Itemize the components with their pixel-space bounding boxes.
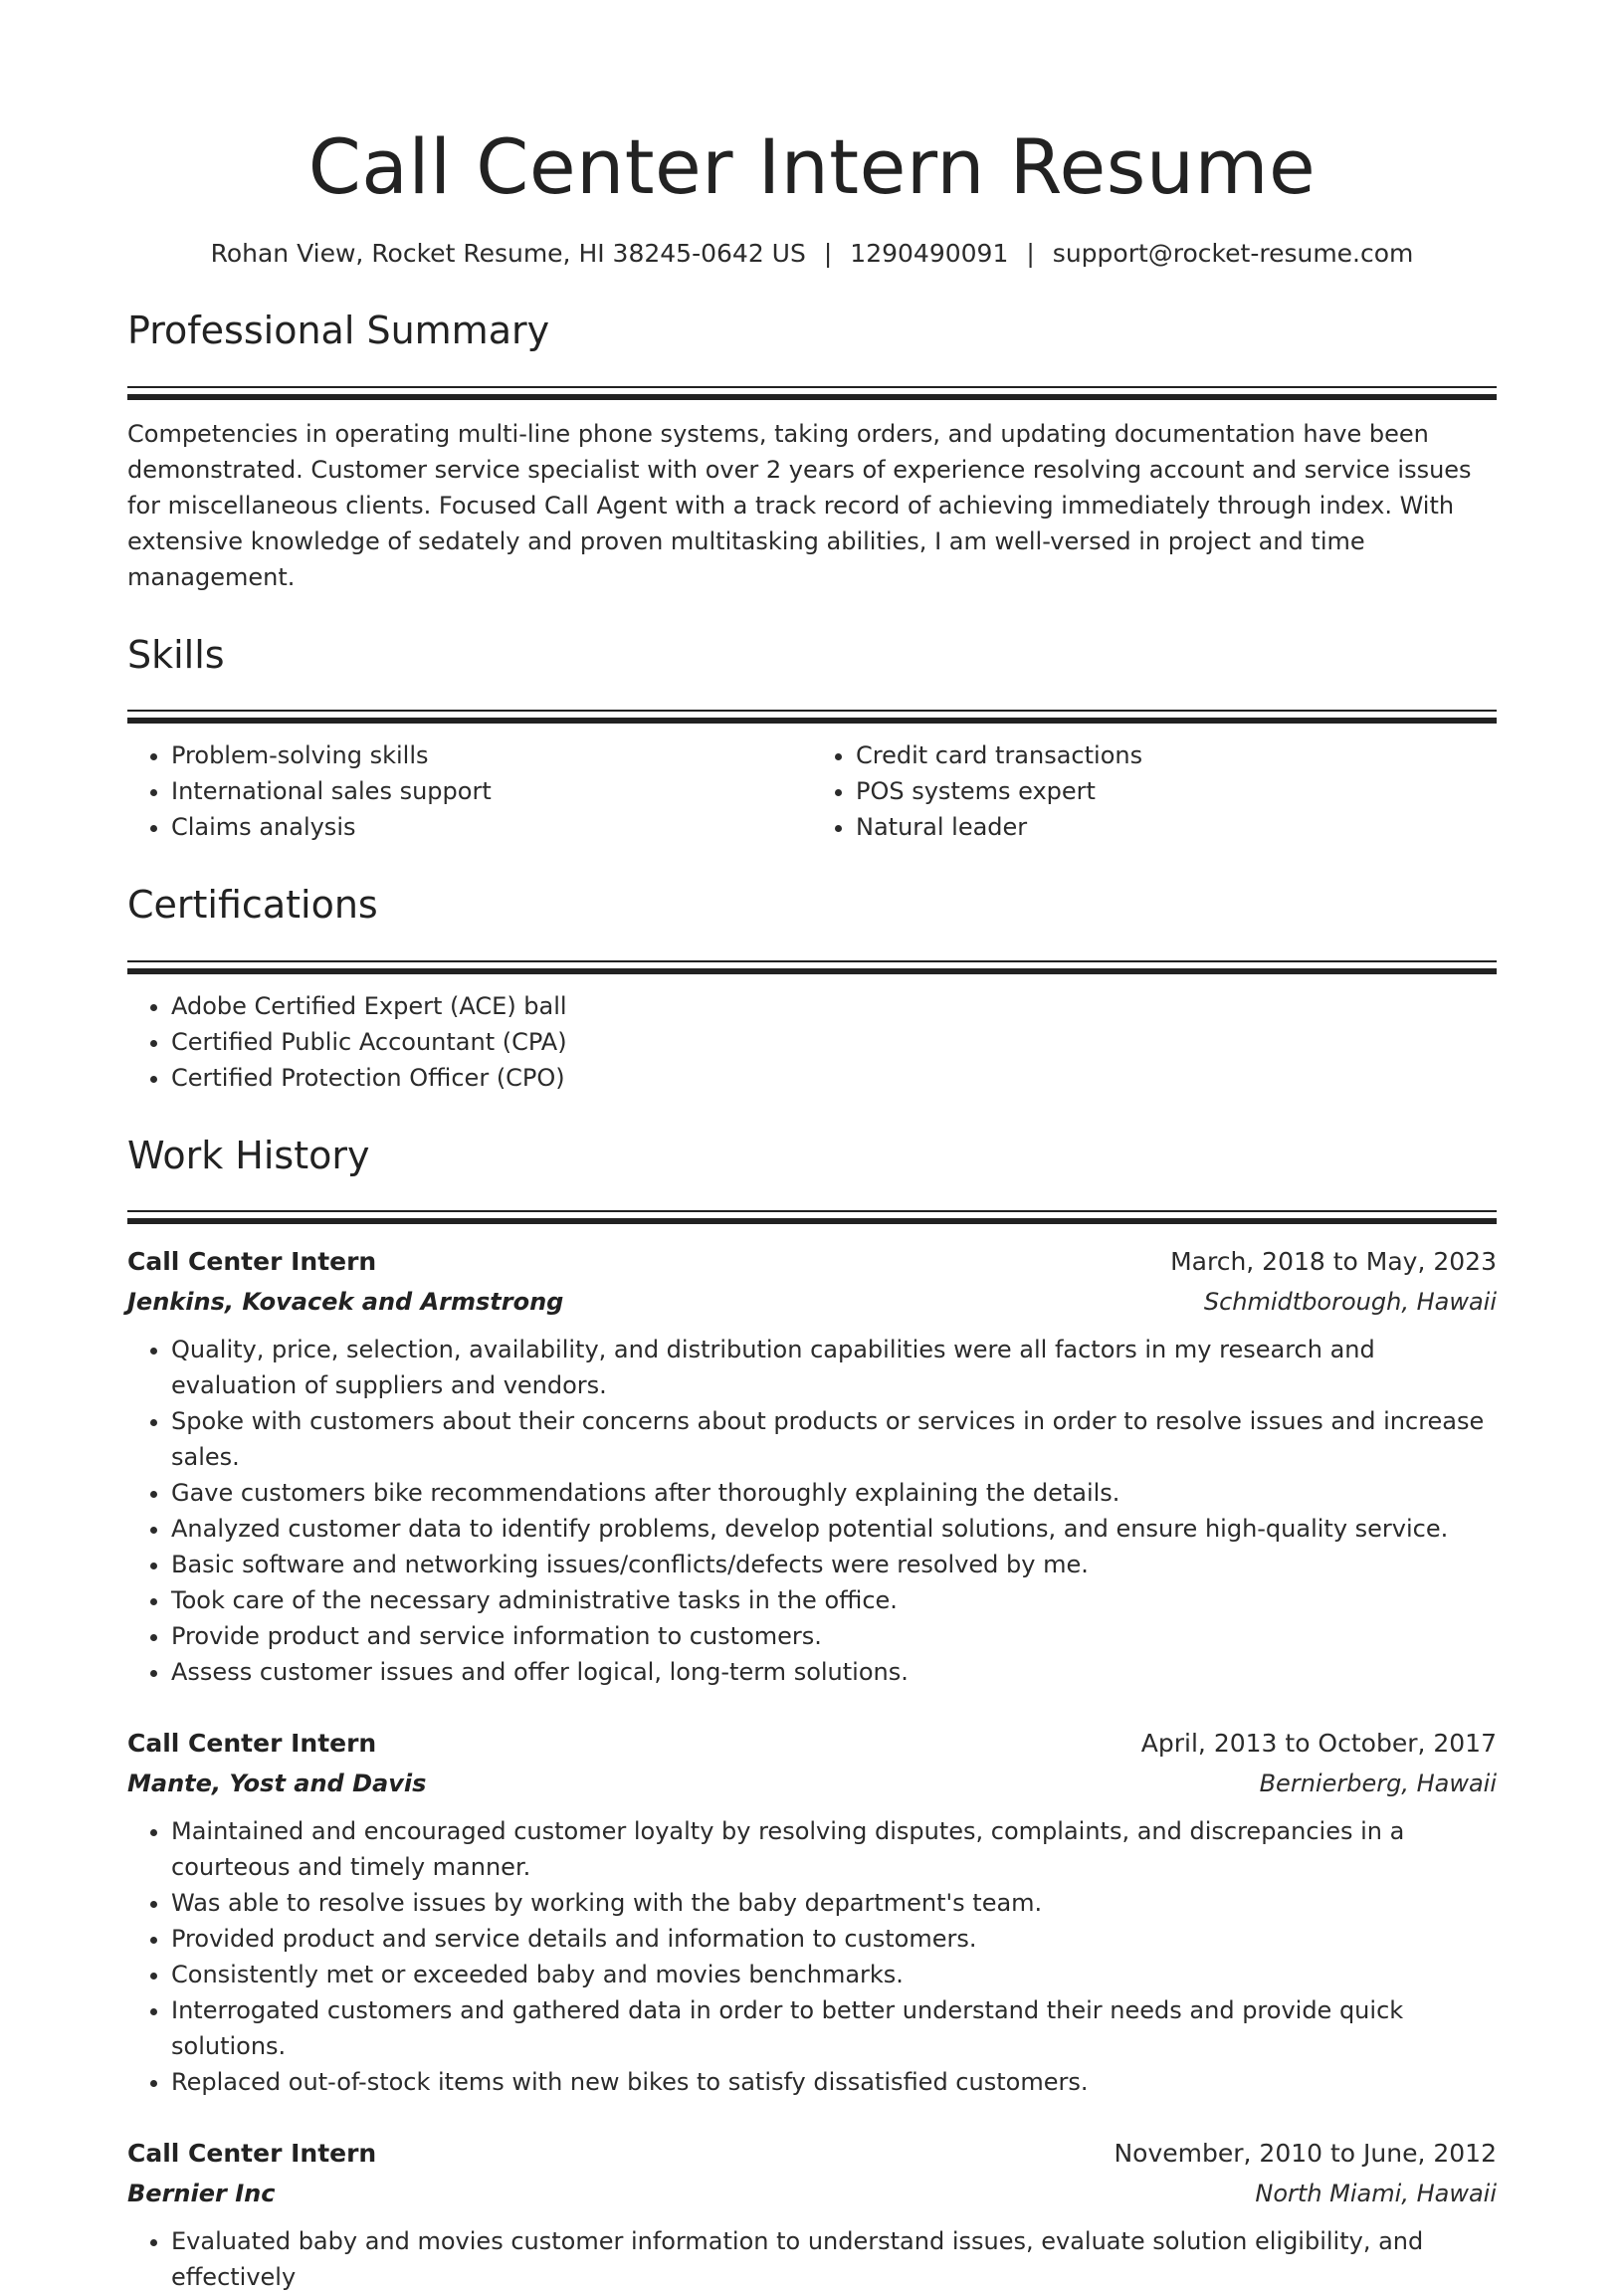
job-bullet: • Spoke with customers about their concerns about products or services in order to resolve issues and increase sales. [171, 1403, 1497, 1475]
job-bullet: • Was able to resolve issues by working with the baby department's team. [171, 1885, 1497, 1921]
certification-item: • Certified Protection Officer (CPO) [171, 1060, 1497, 1096]
job-subheader [127, 1282, 1497, 1322]
certification-item: • Certified Public Accountant (CPA) [171, 1024, 1497, 1060]
job-entry [127, 2134, 1497, 2295]
summary-text: Competencies in operating multi-line phone systems, taking orders, and updating documentation have been demonstrated. Customer service specialist with over 2 years of experience resolving account and service issues for miscellaneous clients. Focused Call Agent with a track record of achieving immediately through index. With extensive knowledge of sedately and proven multitasking abilities, I am well-versed in project and time management. [127, 419, 1472, 591]
skill-item: • Problem-solving skills [171, 737, 812, 773]
skill-item: • POS systems expert [856, 773, 1497, 809]
address: Rohan View, Rocket Resume, HI 38245-0642 US [210, 239, 806, 268]
skill-item: • Credit card transactions [856, 737, 1497, 773]
job-entry [127, 1724, 1497, 2100]
job-dates: March, 2018 to May, 2023 [1170, 1247, 1497, 1277]
skills-grid [127, 724, 1497, 845]
certification-item: • Adobe Certified Expert (ACE) ball [171, 988, 1497, 1024]
resume-title: Call Center Intern Resume [307, 122, 1317, 211]
job-bullet: • Consistently met or exceeded baby and movies benchmarks. [171, 1957, 1497, 1992]
job-location: Schmidtborough, Hawaii [1203, 1288, 1497, 1317]
job-dates: November, 2010 to June, 2012 [1114, 2139, 1497, 2169]
skills-heading: Skills [127, 632, 225, 677]
skills-list-left [127, 737, 812, 845]
phone: 1290490091 [850, 239, 1009, 268]
job-bullet: • Replaced out-of-stock items with new bikes to satisfy dissatisfied customers. [171, 2064, 1497, 2100]
job-entry [127, 1242, 1497, 1690]
skill-item: • International sales support [171, 773, 812, 809]
certifications-list [127, 988, 1497, 1096]
job-bullets [127, 1332, 1497, 1690]
job-location: North Miami, Hawaii [1255, 2180, 1497, 2208]
job-dates: April, 2013 to October, 2017 [1140, 1729, 1497, 1759]
job-bullet: • Took care of the necessary administrative tasks in the office. [171, 1582, 1497, 1618]
resume-page [127, 0, 1497, 2295]
job-bullet: • Provided product and service details and information to customers. [171, 1921, 1497, 1957]
job-bullet: • Interrogated customers and gathered data in order to better understand their needs and provide quick solutions. [171, 1992, 1497, 2064]
email: support@rocket-resume.com [1052, 239, 1414, 268]
work-history-heading: Work History [127, 1133, 370, 1177]
section-divider [127, 1210, 1497, 1224]
job-bullet: • Provide product and service information to customers. [171, 1618, 1497, 1654]
summary-heading: Professional Summary [127, 309, 550, 352]
certifications-heading: Certifications [127, 883, 378, 928]
contact-line [127, 237, 1497, 271]
job-header [127, 2134, 1497, 2174]
job-bullet: • Basic software and networking issues/conflicts/defects were resolved by me. [171, 1547, 1497, 1582]
job-company: Bernier Inc [127, 2180, 276, 2208]
job-bullets [127, 2223, 1497, 2295]
job-header [127, 1242, 1497, 1282]
job-bullet: • Evaluated baby and movies customer information to understand issues, evaluate solution eligibility, and effectively [171, 2223, 1497, 2295]
skill-item: • Natural leader [856, 809, 1497, 845]
skill-item: • Claims analysis [171, 809, 812, 845]
contact-separator: | [1026, 239, 1035, 268]
job-company: Jenkins, Kovacek and Armstrong [127, 1288, 564, 1317]
job-bullet: • Analyzed customer data to identify problems, develop potential solutions, and ensure high-quality service. [171, 1511, 1497, 1547]
job-bullets [127, 1813, 1497, 2100]
job-bullet: • Assess customer issues and offer logical, long-term solutions. [171, 1654, 1497, 1690]
job-bullet: • Maintained and encouraged customer loyalty by resolving disputes, complaints, and discrepancies in a courteous and timely manner. [171, 1813, 1497, 1885]
section-divider [127, 960, 1497, 974]
job-title: Call Center Intern [127, 1729, 377, 1759]
skills-list-right [812, 737, 1497, 845]
job-bullet: • Gave customers bike recommendations after thoroughly explaining the details. [171, 1475, 1497, 1511]
job-header [127, 1724, 1497, 1764]
job-bullet: • Quality, price, selection, availability, and distribution capabilities were all factors in my research and evaluation of suppliers and vendors. [171, 1332, 1497, 1403]
contact-separator: | [823, 239, 833, 268]
job-title: Call Center Intern [127, 2139, 377, 2169]
job-subheader [127, 1764, 1497, 1803]
job-subheader [127, 2174, 1497, 2213]
job-title: Call Center Intern [127, 1247, 377, 1277]
job-location: Bernierberg, Hawaii [1259, 1770, 1497, 1798]
section-divider [127, 386, 1497, 400]
job-company: Mante, Yost and Davis [127, 1770, 427, 1798]
section-divider [127, 710, 1497, 724]
